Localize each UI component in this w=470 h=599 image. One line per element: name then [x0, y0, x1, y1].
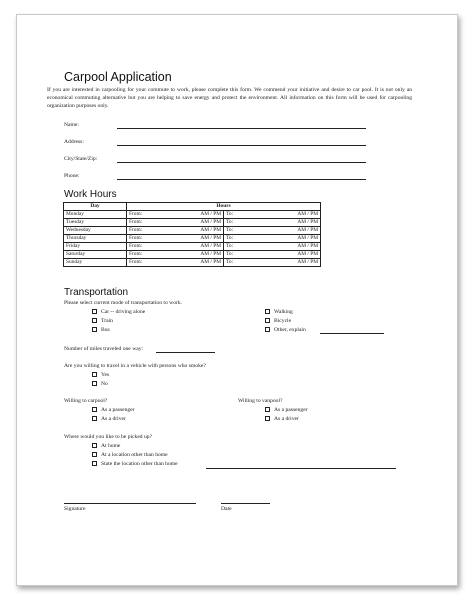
work-hours-row	[64, 243, 321, 251]
from-cell[interactable]: From: AM / PM	[127, 259, 224, 267]
from-cell[interactable]: From: AM / PM	[127, 211, 224, 219]
checkbox[interactable]	[265, 309, 270, 314]
page-title: Carpool Application	[64, 70, 172, 84]
option-other[interactable]: Other, explain	[265, 327, 306, 334]
checkbox[interactable]	[92, 372, 97, 377]
signature-line[interactable]	[64, 503, 196, 504]
checkbox[interactable]	[265, 416, 270, 421]
to-cell[interactable]: To: AM / PM	[224, 219, 321, 227]
checkbox[interactable]	[92, 443, 97, 448]
checkbox[interactable]	[92, 416, 97, 421]
option-bicycle[interactable]: Bicycle	[265, 318, 291, 325]
work-hours-row	[64, 211, 321, 219]
from-cell[interactable]: From: AM / PM	[127, 235, 224, 243]
smoke-no[interactable]: No	[92, 381, 108, 388]
checkbox[interactable]	[92, 309, 97, 314]
smoke-yes[interactable]: Yes	[92, 372, 109, 379]
miles-field[interactable]	[156, 352, 215, 353]
phone-field[interactable]	[117, 179, 366, 180]
to-cell[interactable]: To: AM / PM	[224, 211, 321, 219]
intro-paragraph: If you are interested in carpooling for your commute to work, please complete this form. We commend your initiative and desire to car pool. It is not only an economical commuting alternative but you are helping to save energy and protect the environment. All information on this form will be used for carpooling organization purposes only.	[47, 87, 412, 109]
address-field[interactable]	[117, 145, 366, 146]
phone-label: Phone:	[64, 173, 80, 179]
vanpool-label: Willing to vanpool?	[238, 398, 283, 404]
to-cell[interactable]: To: AM / PM	[224, 251, 321, 259]
checkbox[interactable]	[92, 327, 97, 332]
checkbox[interactable]	[92, 318, 97, 323]
carpool-label: Willing to carpool?	[64, 398, 108, 404]
checkbox[interactable]	[92, 461, 97, 466]
option-car[interactable]: Car -- driving alone	[92, 309, 145, 316]
day-cell: Wednesday	[64, 227, 127, 235]
signature-label: Signature	[64, 506, 86, 512]
from-cell[interactable]: From: AM / PM	[127, 227, 224, 235]
to-cell[interactable]: To: AM / PM	[224, 227, 321, 235]
day-cell: Sunday	[64, 259, 127, 267]
option-bus[interactable]: Bus	[92, 327, 110, 334]
city-label: City/State/Zip:	[64, 156, 98, 162]
from-cell[interactable]: From: AM / PM	[127, 243, 224, 251]
miles-label: Number of miles traveled one way:	[64, 346, 144, 352]
work-hours-table	[63, 202, 321, 267]
vanpool-passenger[interactable]: As a passenger	[265, 407, 308, 414]
work-hours-row	[64, 219, 321, 227]
day-cell: Tuesday	[64, 219, 127, 227]
pickup-home[interactable]: At home	[92, 443, 120, 450]
smoke-question: Are you willing to travel in a vehicle with persons who smoke?	[64, 363, 206, 369]
carpool-passenger[interactable]: As a passenger	[92, 407, 135, 414]
checkbox[interactable]	[265, 407, 270, 412]
option-train[interactable]: Train	[92, 318, 113, 325]
checkbox[interactable]	[92, 407, 97, 412]
name-label: Name:	[64, 122, 79, 128]
address-label: Address:	[64, 139, 84, 145]
checkbox[interactable]	[92, 452, 97, 457]
checkbox[interactable]	[265, 327, 270, 332]
work-hours-row	[64, 235, 321, 243]
day-cell: Monday	[64, 211, 127, 219]
name-field[interactable]	[117, 128, 366, 129]
checkbox[interactable]	[265, 318, 270, 323]
day-column-header: Day	[64, 203, 127, 211]
from-cell[interactable]: From: AM / PM	[127, 219, 224, 227]
work-hours-row	[64, 259, 321, 267]
option-walking[interactable]: Walking	[265, 309, 293, 316]
from-cell[interactable]: From: AM / PM	[127, 251, 224, 259]
to-cell[interactable]: To: AM / PM	[224, 259, 321, 267]
carpool-driver[interactable]: As a driver	[92, 416, 126, 423]
transport-question: Please select current mode of transportation to work.	[64, 300, 183, 306]
work-hours-row	[64, 251, 321, 259]
hours-column-header: Hours	[127, 203, 321, 211]
work-hours-heading: Work Hours	[64, 189, 117, 200]
to-cell[interactable]: To: AM / PM	[224, 235, 321, 243]
pickup-other-location[interactable]: At a location other than home	[92, 452, 168, 459]
city-field[interactable]	[117, 162, 366, 163]
date-line[interactable]	[221, 503, 270, 504]
pickup-question: Where would you like to be picked up?	[64, 434, 153, 440]
day-cell: Thursday	[64, 235, 127, 243]
date-label: Date	[221, 506, 232, 512]
vanpool-driver[interactable]: As a driver	[265, 416, 299, 423]
to-cell[interactable]: To: AM / PM	[224, 243, 321, 251]
other-explain-field[interactable]	[320, 333, 384, 334]
transportation-heading: Transportation	[64, 287, 129, 298]
pickup-location-field[interactable]	[206, 468, 396, 469]
work-hours-row	[64, 227, 321, 235]
day-cell: Friday	[64, 243, 127, 251]
day-cell: Saturday	[64, 251, 127, 259]
pickup-state-location[interactable]: State the location other than home	[92, 461, 178, 468]
checkbox[interactable]	[92, 381, 97, 386]
